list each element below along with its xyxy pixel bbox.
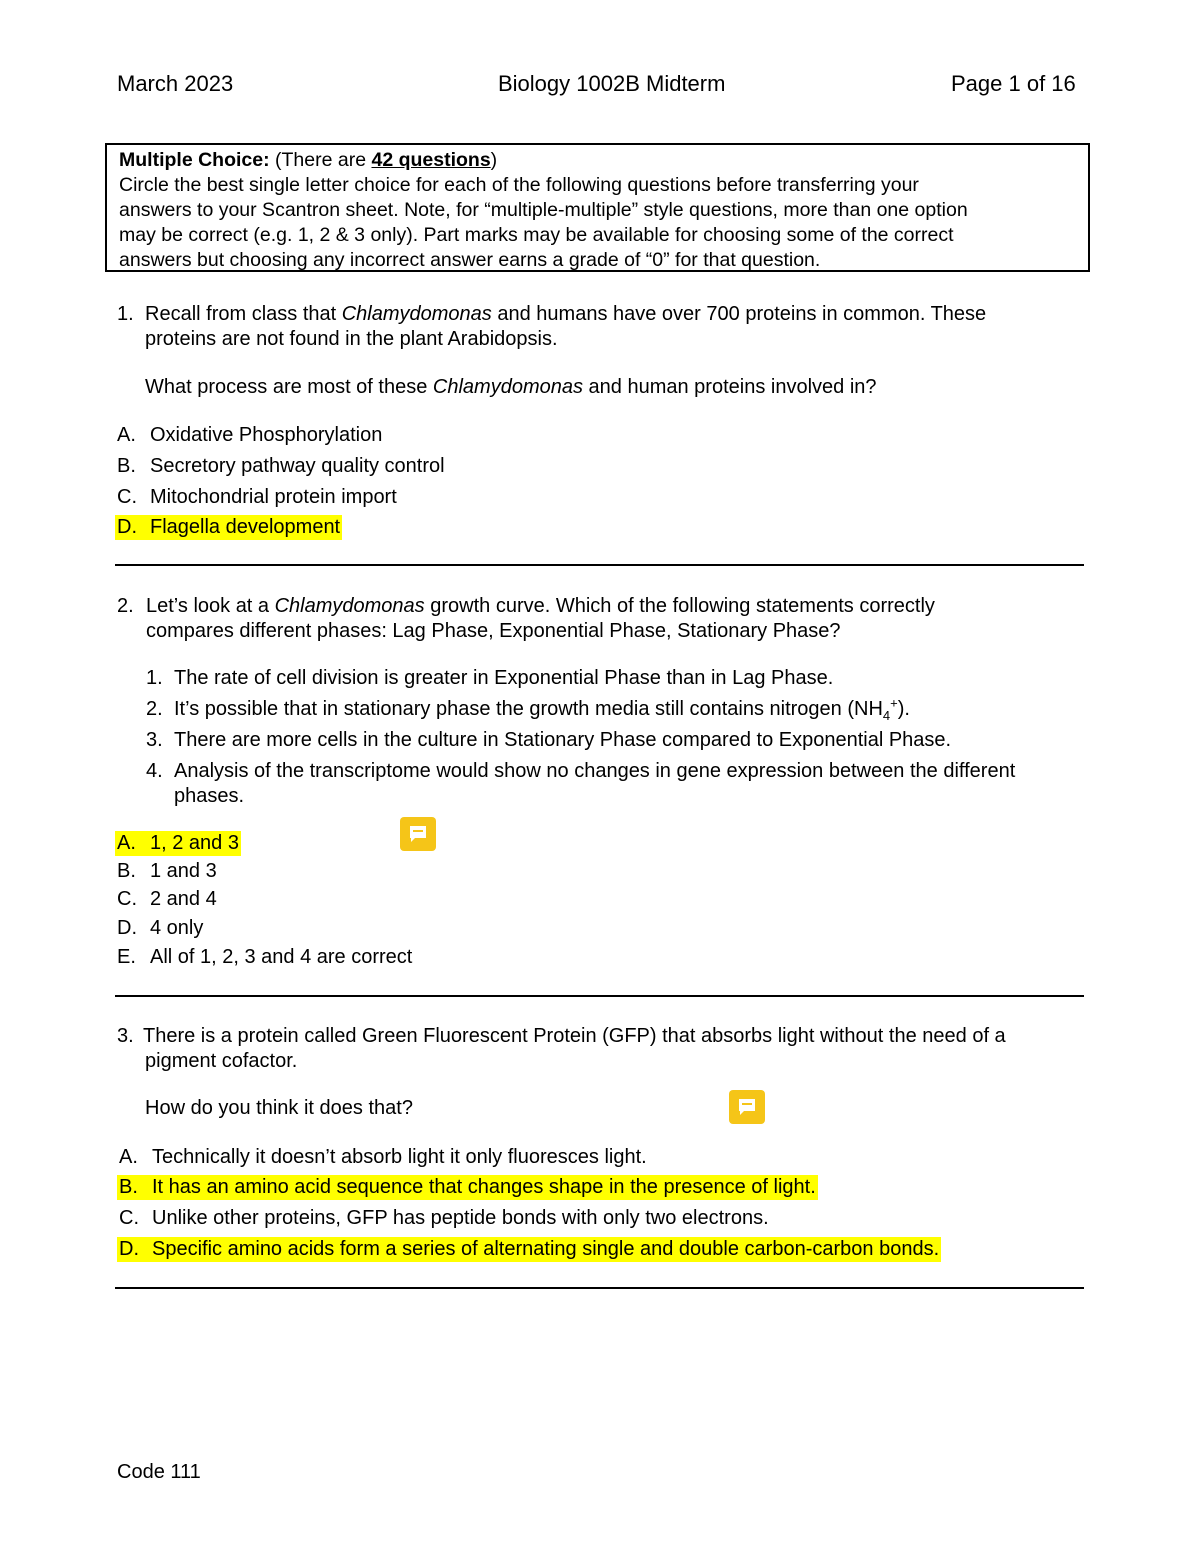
q2-statement-4: 4. Analysis of the transcriptome would show no changes in gene expression between the different bbox=[146, 760, 1016, 782]
comment-icon[interactable] bbox=[400, 817, 436, 851]
q2-stem-line2: compares different phases: Lag Phase, Exponential Phase, Stationary Phase? bbox=[146, 620, 841, 642]
q1-stem-line1: Recall from class that Chlamydomonas and humans have over 700 proteins in common. These bbox=[145, 303, 987, 325]
instructions-count-pre: (There are bbox=[269, 149, 372, 171]
q3-option-b-highlighted: B. It has an amino acid sequence that changes shape in the presence of light. bbox=[119, 1176, 816, 1198]
q1-stem-line2: proteins are not found in the plant Arabidopsis. bbox=[145, 328, 558, 350]
comment-bubble-icon bbox=[408, 824, 428, 844]
header-page: Page 1 of 16 bbox=[951, 71, 1076, 96]
q2-statement-3: 3. There are more cells in the culture in Stationary Phase compared to Exponential Phase. bbox=[146, 729, 952, 751]
q3-option-d-highlighted: D. Specific amino acids form a series of alternating single and double carbon-carbon bonds. bbox=[119, 1238, 940, 1260]
q2-number: 2. bbox=[117, 595, 134, 617]
q3-stem-line1: There is a protein called Green Fluorescent Protein (GFP) that absorbs light without the need of a bbox=[143, 1025, 1006, 1047]
q2-option-e: E. All of 1, 2, 3 and 4 are correct bbox=[117, 946, 413, 968]
q1-option-c: C. Mitochondrial protein import bbox=[117, 486, 397, 508]
q3-option-a: A. Technically it doesn’t absorb light it only fluoresces light. bbox=[119, 1146, 647, 1168]
q2-option-c: C. 2 and 4 bbox=[117, 888, 217, 910]
q2-statement-1: 1. The rate of cell division is greater in Exponential Phase than in Lag Phase. bbox=[146, 667, 834, 689]
comment-bubble-icon bbox=[737, 1097, 757, 1117]
instructions-heading: Multiple Choice: bbox=[119, 149, 270, 171]
instructions-box bbox=[105, 143, 1090, 272]
instructions-count-post: ) bbox=[490, 149, 498, 171]
q2-option-a-highlighted: A. 1, 2 and 3 bbox=[117, 832, 239, 854]
q1-number: 1. bbox=[117, 303, 134, 325]
footer-code: Code 111 bbox=[117, 1461, 201, 1483]
instructions-line: answers to your Scantron sheet. Note, for “multiple-multiple” style questions, more than one option bbox=[119, 199, 968, 221]
q2-option-d: D. 4 only bbox=[117, 917, 204, 939]
q2-option-b: B. 1 and 3 bbox=[117, 860, 217, 882]
q1-option-a: A. Oxidative Phosphorylation bbox=[117, 424, 383, 446]
q1-option-b: B. Secretory pathway quality control bbox=[117, 455, 445, 477]
q2-stem-line1: Let’s look at a Chlamydomonas growth curve. Which of the following statements correctly bbox=[146, 595, 935, 617]
section-divider bbox=[115, 995, 1084, 997]
q1-option-d-highlighted: D. Flagella development bbox=[117, 516, 341, 538]
question-count: 42 questions bbox=[371, 149, 491, 171]
q3-option-c: C. Unlike other proteins, GFP has peptide bonds with only two electrons. bbox=[119, 1207, 769, 1229]
q2-statement-4-cont: phases. bbox=[174, 785, 245, 807]
instructions-line: may be correct (e.g. 1, 2 & 3 only). Part marks may be available for choosing some of the correct bbox=[119, 224, 954, 246]
q3-stem-line2: pigment cofactor. bbox=[145, 1050, 298, 1072]
q1-prompt: What process are most of these Chlamydomonas and human proteins involved in? bbox=[145, 376, 877, 398]
instructions-line: answers but choosing any incorrect answer earns a grade of “0” for that question. bbox=[119, 249, 821, 271]
section-divider bbox=[115, 564, 1084, 566]
q3-number: 3. bbox=[117, 1025, 134, 1047]
section-divider bbox=[115, 1287, 1084, 1289]
header-date: March 2023 bbox=[117, 71, 234, 96]
comment-icon[interactable] bbox=[729, 1090, 765, 1124]
q2-statement-2: 2. It’s possible that in stationary phase the growth media still contains nitrogen $(NH_4^+)$. bbox=[146, 695, 910, 723]
instructions-line: Circle the best single letter choice for each of the following questions before transferring your bbox=[119, 174, 919, 196]
q3-prompt: How do you think it does that? bbox=[145, 1097, 413, 1119]
header-course: Biology 1002B Midterm bbox=[498, 71, 726, 96]
